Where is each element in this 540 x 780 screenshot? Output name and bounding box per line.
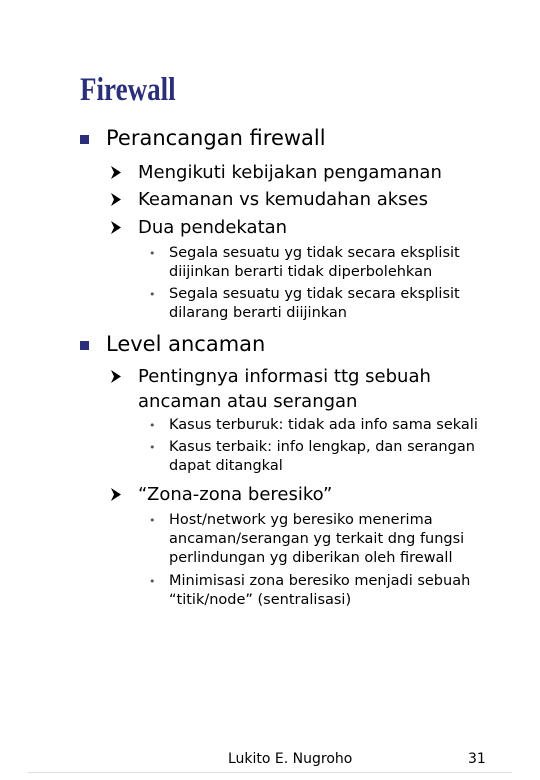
arrowhead-bullet-icon — [110, 364, 122, 389]
arrowhead-bullet-icon — [110, 215, 122, 240]
sub-bullet-text: “Zona-zona beresiko” — [138, 484, 333, 505]
sub-bullet-text: Mengikuti kebijakan pengamanan — [138, 162, 442, 183]
sub-sub-bullet-line: ancaman/serangan yg terkait dng fungsi — [169, 531, 465, 547]
arrowhead-bullet-icon — [110, 482, 122, 507]
sub-sub-bullet-line: Kasus terbaik: info lengkap, dan serangan — [169, 439, 475, 455]
sub-bullet-line: ancaman atau serangan — [138, 391, 358, 412]
sub-sub-bullet-line: Kasus terburuk: tidak ada info sama sekali — [169, 417, 478, 433]
sub-sub-bullet-line: Minimisasi zona beresiko menjadi sebuah — [169, 573, 471, 589]
footer-divider — [28, 772, 512, 773]
bullet-text: Level ancaman — [106, 332, 266, 356]
dot-bullet-icon: • — [149, 514, 156, 527]
footer-author: Lukito E. Nugroho — [228, 751, 353, 767]
dot-bullet-icon: • — [149, 441, 156, 454]
sub-sub-bullet-line: Segala sesuatu yg tidak secara eksplisit — [169, 286, 460, 302]
bullet-text: Perancangan firewall — [106, 126, 326, 150]
square-bullet-icon — [80, 135, 89, 144]
sub-bullet-text: Keamanan vs kemudahan akses — [138, 189, 429, 210]
square-bullet-icon — [80, 341, 89, 350]
arrowhead-bullet-icon — [110, 160, 122, 185]
dot-bullet-icon: • — [149, 419, 156, 432]
sub-bullet-line: Pentingnya informasi ttg sebuah — [138, 366, 431, 387]
dot-bullet-icon: • — [149, 247, 156, 260]
sub-sub-bullet-line: perlindungan yg diberikan oleh firewall — [169, 550, 453, 566]
sub-sub-bullet-line: diijinkan berarti tidak diperbolehkan — [169, 264, 433, 280]
dot-bullet-icon: • — [149, 575, 156, 588]
sub-sub-bullet-line: Segala sesuatu yg tidak secara eksplisit — [169, 245, 460, 261]
sub-sub-bullet-line: Host/network yg beresiko menerima — [169, 512, 433, 528]
arrowhead-bullet-icon — [110, 187, 122, 212]
dot-bullet-icon: • — [149, 288, 156, 301]
sub-bullet-text: Dua pendekatan — [138, 217, 288, 238]
sub-sub-bullet-line: “titik/node” (sentralisasi) — [169, 592, 352, 608]
slide-title: Firewall — [80, 72, 176, 108]
page-number: 31 — [468, 751, 486, 767]
sub-sub-bullet-line: dapat ditangkal — [169, 458, 283, 474]
sub-sub-bullet-line: dilarang berarti diijinkan — [169, 305, 347, 321]
